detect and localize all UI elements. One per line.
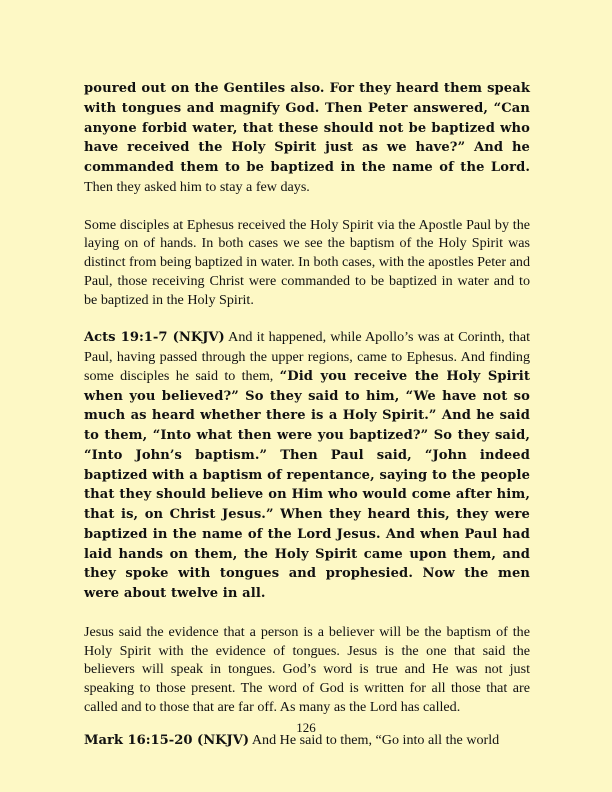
paragraph-text: And He said to them, “Go into all the world (249, 731, 500, 748)
paragraph-evidence: Jesus said the evidence that a person is a believer will be the baptism of the Holy Spirit with the evidence of tongues. Jesus is the one that said the believers will speak in tongues. God’s word is true and He was not just speaking to those present. The word of God is written for all those that are called and to those that are far off. As many as the Lord has called. (84, 623, 530, 715)
paragraph-ephesus: Some disciples at Ephesus received the Holy Spirit via the Apostle Paul by the laying on of hands. In both cases we see the baptism of the Holy Spirit was distinct from being baptized in water. In both cases, with the apostles Peter and Paul, those receiving Christ were commanded to be baptized in water and to be baptized in the Holy Spirit. (84, 216, 530, 308)
paragraph-spacer (84, 197, 530, 216)
paragraph-acts-10-continuation (84, 79, 530, 197)
paragraph-acts-19 (84, 328, 530, 604)
page-number: 126 (296, 720, 316, 735)
paragraph-spacer (84, 604, 530, 623)
paragraph-spacer (84, 309, 530, 328)
scripture-reference: Mark 16:15-20 (NKJV) (84, 732, 250, 748)
paragraph-text: And it happened, while Apollo’s was at Corinth, that Paul, having passed through the upper regions, came to Ephesus. And finding some disciples he said to them, (84, 329, 530, 384)
paragraph-text: Then they asked him to stay a few days. (84, 178, 310, 195)
page-body (84, 79, 530, 750)
scripture-quote: “Did you receive the Holy Spirit when you believed?” So they said to him, “We have not so much as heard whether there is a Holy Spirit.” And he said to them, “Into what then were you baptized?” So they said, “Into John’s baptism.” Then Paul said, “John indeed baptized with a baptism of repentance, saying to the people that they should believe on Him who would come after him, that is, on Christ Jesus.” When they heard this, they were baptized in the name of the Lord Jesus. And when Paul had laid hands on them, the Holy Spirit came upon them, and they spoke with tongues and prophesied. Now the men were about twelve in all. (84, 368, 530, 601)
scripture-reference: Acts 19:1-7 (NKJV) (84, 330, 225, 346)
scripture-quote: poured out on the Gentiles also. For they heard them speak with tongues and magnify God. Then Peter answered, “Can anyone forbid water, that these should not be baptized who have received the Holy Spirit just as we have?” And he commanded them to be baptized in the name of the Lord. (84, 81, 530, 175)
